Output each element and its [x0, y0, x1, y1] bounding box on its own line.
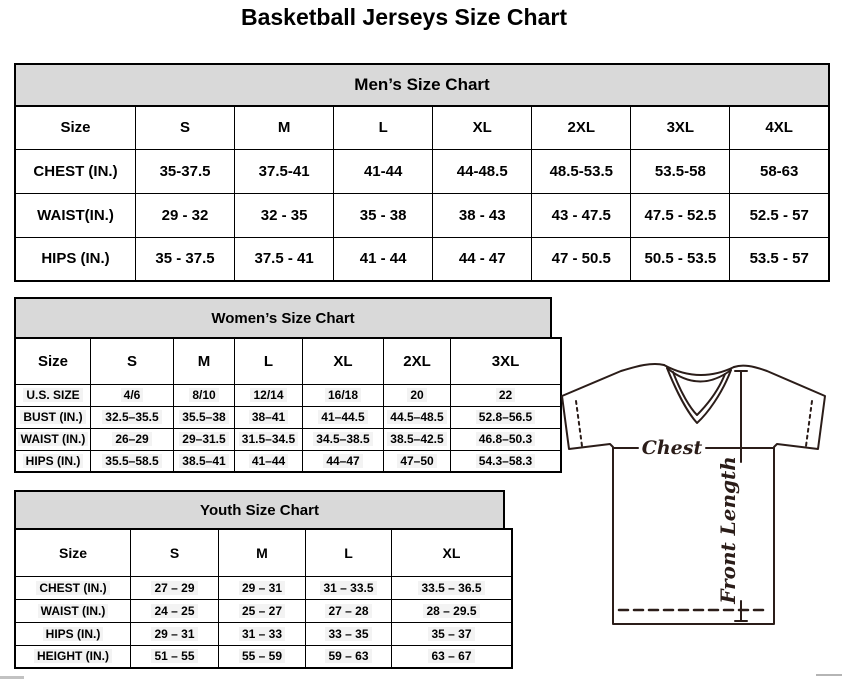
column-header-text: L	[344, 544, 353, 561]
column-header	[15, 338, 91, 384]
table-cell	[451, 428, 562, 450]
table-cell	[136, 149, 235, 193]
cell-text: 31.5–34.5	[239, 432, 298, 446]
table-cell	[136, 193, 235, 237]
table-cell	[730, 237, 829, 281]
column-header-text: L	[378, 119, 388, 137]
column-header	[303, 338, 384, 384]
table-cell	[451, 450, 562, 472]
cell-text: 33 – 35	[325, 627, 371, 641]
table-row	[15, 622, 512, 645]
mens-size-chart-title: Men’s Size Chart	[14, 63, 830, 105]
cell-text: 29 – 31	[239, 581, 285, 595]
cell-text: 38.5–42.5	[387, 432, 446, 446]
row-header	[15, 384, 91, 406]
cell-text: 38.5–41	[179, 454, 228, 468]
cell-text: 58-63	[760, 162, 799, 180]
table-cell	[91, 428, 174, 450]
column-header-text: 3XL	[491, 352, 520, 370]
cell-text: 25 – 27	[239, 604, 285, 618]
header-row	[15, 106, 829, 149]
table-cell	[235, 384, 303, 406]
row-header	[15, 576, 131, 599]
column-header	[392, 529, 513, 576]
womens-size-chart-title: Women’s Size Chart	[14, 297, 552, 337]
column-header-text: XL	[442, 544, 461, 561]
cell-text: 41–44.5	[318, 410, 367, 424]
table-cell	[392, 576, 513, 599]
column-header	[174, 338, 235, 384]
cell-text: 37.5-41	[258, 162, 310, 180]
cell-text: 32.5–35.5	[102, 410, 161, 424]
table-cell	[235, 193, 334, 237]
row-header	[15, 406, 91, 428]
table-cell	[532, 149, 631, 193]
column-header-text: M	[197, 352, 211, 370]
column-header-text: S	[126, 352, 137, 370]
table-cell	[235, 406, 303, 428]
table-row	[15, 576, 512, 599]
cell-text: 27 – 28	[325, 604, 371, 618]
row-header	[15, 428, 91, 450]
table-cell	[235, 237, 334, 281]
cell-text: 31 – 33.5	[320, 581, 376, 595]
column-header-text: XL	[472, 119, 492, 137]
column-header	[631, 106, 730, 149]
cell-text: 47–50	[397, 454, 436, 468]
cell-text: 53.5-58	[654, 162, 706, 180]
cell-text: 44-48.5	[456, 162, 508, 180]
cell-text: 47.5 - 52.5	[644, 206, 717, 224]
cell-text: U.S. SIZE	[23, 388, 82, 402]
table-cell	[334, 237, 433, 281]
jersey-outline	[562, 364, 825, 624]
cell-text: 53.5 - 57	[749, 250, 809, 268]
row-header	[15, 599, 131, 622]
cell-text: 37.5 - 41	[254, 250, 314, 268]
cell-text: 35.5–58.5	[102, 454, 161, 468]
table-row	[15, 599, 512, 622]
youth-size-table	[14, 528, 513, 669]
table-cell	[392, 622, 513, 645]
column-header-text: Size	[60, 119, 91, 137]
table-cell	[91, 450, 174, 472]
right-cuff-dashed-line	[806, 401, 812, 446]
cell-text: CHEST (IN.)	[36, 581, 109, 595]
cell-text: 48.5-53.5	[549, 162, 613, 180]
scrollbar-remnant-right[interactable]	[816, 674, 842, 676]
column-header	[131, 529, 219, 576]
cell-text: 44–47	[323, 454, 362, 468]
cell-text: 4/6	[121, 388, 144, 402]
column-header	[219, 529, 306, 576]
row-header	[15, 450, 91, 472]
womens-size-chart-section	[14, 297, 552, 473]
table-cell	[174, 384, 235, 406]
row-header	[15, 645, 131, 668]
cell-text: 54.3–58.3	[476, 454, 535, 468]
table-cell	[631, 237, 730, 281]
table-row	[15, 645, 512, 668]
column-header	[136, 106, 235, 149]
table-cell	[631, 149, 730, 193]
table-row	[15, 406, 561, 428]
table-cell	[384, 450, 451, 472]
cell-text: HEIGHT (IN.)	[34, 649, 112, 663]
cell-text: HIPS (IN.)	[41, 250, 110, 268]
cell-text: 20	[407, 388, 426, 402]
table-cell	[219, 599, 306, 622]
table-cell	[174, 406, 235, 428]
cell-text: 29–31.5	[179, 432, 228, 446]
cell-text: WAIST(IN.)	[37, 206, 114, 224]
column-header-text: 4XL	[765, 119, 793, 137]
cell-text: 34.5–38.5	[313, 432, 372, 446]
table-cell	[131, 645, 219, 668]
table-cell	[131, 576, 219, 599]
cell-text: 38–41	[249, 410, 288, 424]
cell-text: WAIST (IN.)	[38, 604, 109, 618]
column-header-text: Size	[58, 544, 87, 561]
table-row	[15, 149, 829, 193]
column-header	[306, 529, 392, 576]
cell-text: 46.8–50.3	[476, 432, 535, 446]
table-cell	[306, 576, 392, 599]
cell-text: 35 - 38	[359, 206, 407, 224]
cell-text: HIPS (IN.)	[23, 454, 84, 468]
table-cell	[174, 428, 235, 450]
front-length-label: Front Length	[716, 456, 740, 604]
table-cell	[174, 450, 235, 472]
table-cell	[306, 622, 392, 645]
table-cell	[91, 384, 174, 406]
column-header	[235, 106, 334, 149]
table-cell	[730, 149, 829, 193]
cell-text: 51 – 55	[151, 649, 197, 663]
table-cell	[235, 428, 303, 450]
column-header-text: M	[256, 544, 268, 561]
cell-text: 26–29	[112, 432, 151, 446]
table-cell	[392, 599, 513, 622]
mens-size-table	[14, 105, 830, 282]
column-header-text: M	[277, 119, 291, 137]
column-header-text: XL	[333, 352, 353, 370]
cell-text: 47 - 50.5	[551, 250, 611, 268]
column-header-text: 2XL	[403, 352, 431, 370]
table-cell	[303, 384, 384, 406]
cell-text: 29 - 32	[161, 206, 209, 224]
column-header	[15, 106, 136, 149]
cell-text: WAIST (IN.)	[18, 432, 89, 446]
cell-text: 31 – 33	[239, 627, 285, 641]
column-header	[235, 338, 303, 384]
column-header-text: Size	[37, 352, 68, 370]
table-cell	[303, 428, 384, 450]
table-cell	[219, 622, 306, 645]
table-cell	[306, 645, 392, 668]
cell-text: 44 - 47	[458, 250, 506, 268]
table-cell	[131, 599, 219, 622]
cell-text: 43 - 47.5	[551, 206, 611, 224]
youth-size-chart-title: Youth Size Chart	[14, 490, 505, 528]
column-header	[15, 529, 131, 576]
table-cell	[451, 384, 562, 406]
table-cell	[306, 599, 392, 622]
cell-text: 16/18	[325, 388, 361, 402]
column-header-text: 3XL	[666, 119, 695, 137]
table-cell	[334, 193, 433, 237]
column-header	[451, 338, 562, 384]
womens-size-table	[14, 337, 562, 473]
table-cell	[384, 406, 451, 428]
cell-text: 33.5 – 36.5	[418, 581, 484, 595]
cell-text: 35.5–38	[179, 410, 228, 424]
table-row	[15, 237, 829, 281]
cell-text: 59 – 63	[325, 649, 371, 663]
column-header	[334, 106, 433, 149]
table-cell	[532, 193, 631, 237]
table-row	[15, 384, 561, 406]
table-cell	[219, 576, 306, 599]
cell-text: 38 - 43	[458, 206, 506, 224]
table-row	[15, 193, 829, 237]
mens-size-chart-section	[14, 63, 830, 282]
table-cell	[730, 193, 829, 237]
cell-text: 12/14	[250, 388, 286, 402]
column-header	[91, 338, 174, 384]
cell-text: 24 – 25	[151, 604, 197, 618]
table-cell	[392, 645, 513, 668]
table-cell	[334, 149, 433, 193]
table-cell	[631, 193, 730, 237]
cell-text: 35 - 37.5	[155, 250, 215, 268]
youth-size-chart-section	[14, 490, 505, 669]
jersey-measurement-diagram	[553, 358, 838, 678]
table-cell	[303, 450, 384, 472]
cell-text: BUST (IN.)	[20, 410, 85, 424]
table-row	[15, 428, 561, 450]
column-header	[433, 106, 532, 149]
row-header	[15, 622, 131, 645]
cell-text: 52.5 - 57	[749, 206, 809, 224]
column-header-text: S	[169, 544, 180, 561]
chest-label: Chest	[641, 437, 703, 459]
column-header	[384, 338, 451, 384]
column-header-text: L	[263, 352, 274, 370]
table-cell	[235, 149, 334, 193]
table-cell	[219, 645, 306, 668]
cell-text: 41-44	[363, 162, 403, 180]
cell-text: 50.5 - 53.5	[644, 250, 717, 268]
row-header	[15, 237, 136, 281]
cell-text: 35-37.5	[159, 162, 211, 180]
page-title: Basketball Jerseys Size Chart	[240, 4, 567, 30]
table-cell	[433, 149, 532, 193]
left-cuff-dashed-line	[576, 401, 582, 446]
cell-text: 8/10	[189, 388, 218, 402]
cell-text: 44.5–48.5	[387, 410, 446, 424]
header-row	[15, 529, 512, 576]
table-cell	[433, 193, 532, 237]
cell-text: 63 – 67	[428, 649, 474, 663]
cell-text: 52.8–56.5	[476, 410, 535, 424]
table-cell	[451, 406, 562, 428]
table-cell	[91, 406, 174, 428]
table-row	[15, 450, 561, 472]
cell-text: 22	[496, 388, 515, 402]
column-header	[730, 106, 829, 149]
column-header-text: S	[180, 119, 191, 137]
cell-text: CHEST (IN.)	[33, 162, 118, 180]
cell-text: 35 – 37	[428, 627, 474, 641]
cell-text: 32 - 35	[260, 206, 308, 224]
table-cell	[384, 384, 451, 406]
row-header	[15, 149, 136, 193]
cell-text: 27 – 29	[151, 581, 197, 595]
table-cell	[131, 622, 219, 645]
cell-text: 28 – 29.5	[423, 604, 479, 618]
table-cell	[433, 237, 532, 281]
row-header	[15, 193, 136, 237]
table-cell	[384, 428, 451, 450]
table-cell	[532, 237, 631, 281]
cell-text: 29 – 31	[151, 627, 197, 641]
header-row	[15, 338, 561, 384]
column-header-text: 2XL	[567, 119, 596, 137]
cell-text: 41–44	[249, 454, 288, 468]
cell-text: 55 – 59	[239, 649, 285, 663]
table-cell	[235, 450, 303, 472]
cell-text: HIPS (IN.)	[43, 627, 104, 641]
column-header	[532, 106, 631, 149]
cell-text: 41 - 44	[359, 250, 407, 268]
table-cell	[303, 406, 384, 428]
table-cell	[136, 237, 235, 281]
